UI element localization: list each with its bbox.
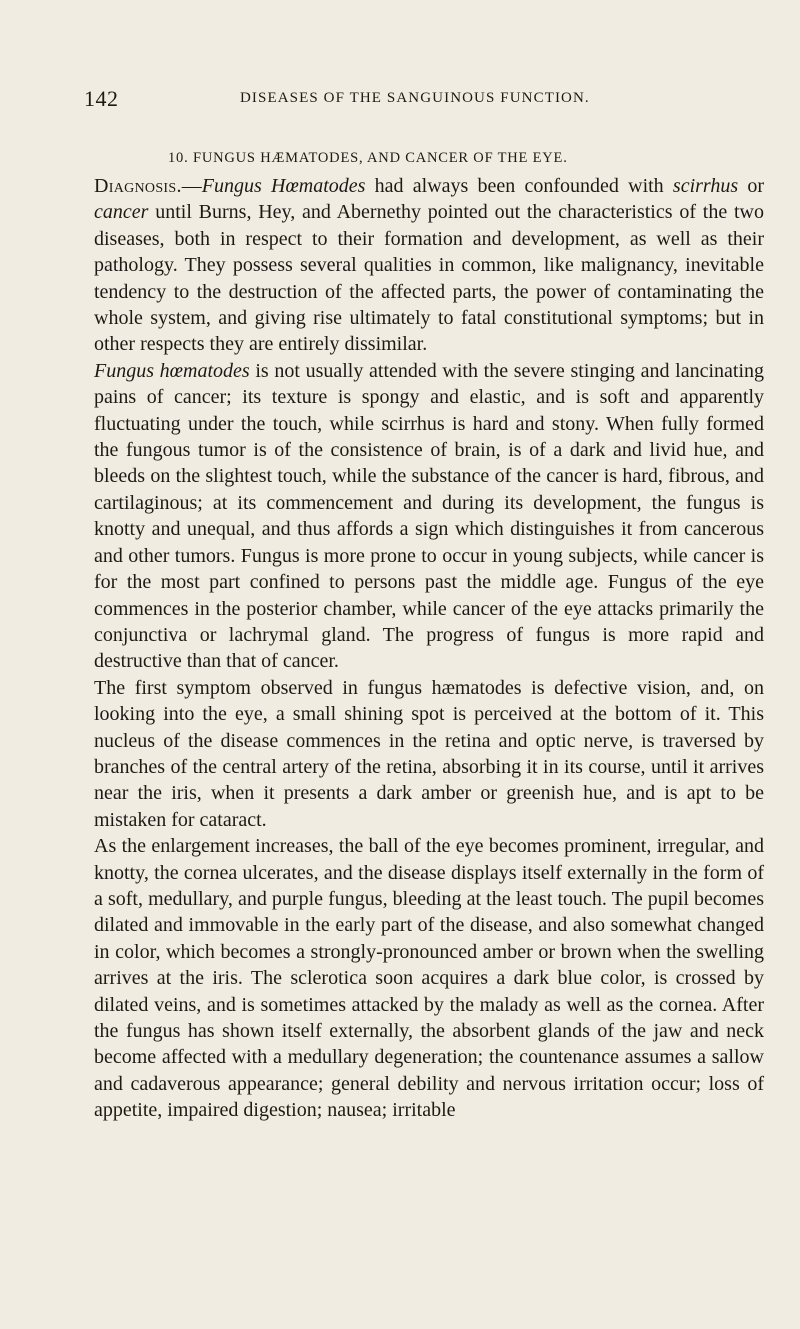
italic-term: cancer: [94, 201, 149, 224]
paragraph-text: The first symptom observed in fungus hæmatodes is defective vision, and, on looking into the eye, a small shining spot is perceived at the bottom of it. This nucleus of the disease commences in the retina and optic nerve, is traversed by branches of the central artery of the retina, absorbing it in its course, until it arrives near the iris, when it presents a dark amber or greenish hue, and is apt to be mistaken for cataract.: [94, 676, 764, 831]
diagnosis-label: Diagnosis.: [94, 175, 182, 197]
italic-term: scirrhus: [672, 175, 739, 197]
paragraph-text: had always been confounded with: [365, 175, 673, 197]
running-title: DISEASES OF THE SANGUINOUS FUNCTION.: [240, 90, 590, 106]
paragraph-diagnosis: [94, 173, 764, 358]
paragraph-text: until Burns, Hey, and Abernethy pointed out the characteristics of the two diseases, both in respect to their formation and development, as well as their pathology. They possess several qualities in common, like malignancy, inevitable tendency to the destruction of the affected parts, the power of contaminating the whole system, and giving rise ultimately to fatal constitutional symptoms; but in other respects they are entirely dissimilar.: [94, 201, 764, 356]
paragraph-text: is not usually attended with the severe stinging and lancinating pains of cancer; its texture is spongy and elastic, and is soft and apparently fluctuating under the touch, while scirrhus is hard and stony. When fully formed the fungous tumor is of the consistence of brain, is of a dark and livid hue, and bleeds on the slightest touch, while the substance of the cancer is hard, fibrous, and cartilaginous; at its commencement and during its development, the fungus is knotty and unequal, and thus affords a sign which distinguishes it from cancerous and other tumors. Fungus is more prone to occur in young subjects, while cancer is for the most part confined to persons past the middle age. Fungus of the eye commences in the posterior chamber, while cancer of the eye attacks primarily the conjunctiva or lachrymal gland. The progress of fungus is more rapid and destructive than that of cancer.: [94, 359, 764, 673]
paragraph-text: or: [738, 175, 765, 197]
page-number: 142: [84, 86, 119, 111]
paragraph-fungus-characteristics: [94, 358, 764, 675]
paragraph-first-symptom: [94, 675, 764, 833]
paragraph-enlargement: [94, 833, 764, 1123]
body-text: [94, 173, 764, 1124]
running-head: [84, 86, 724, 110]
em-dash: —: [181, 175, 202, 197]
paragraph-text: As the enlargement increases, the ball of the eye becomes prominent, irregular, and knotty, the cornea ulcerates, and the disease displays itself externally in the form of a soft, medullary, and purple fungus, bleeding at the least touch. The pupil becomes dilated and immovable in the early part of the disease, and also somewhat changed in color, which becomes a strongly-pronounced amber or brown when the swelling arrives at the iris. The sclerotica soon acquires a dark blue color, is crossed by dilated veins, and is sometimes attacked by the malady as well as the cornea. After the fungus has shown itself externally, the absorbent glands of the jaw and neck become affected with a medullary degeneration; the countenance assumes a sallow and cadaverous appearance; general debility and nervous irritation occur; loss of appetite, impaired digestion; nausea; irritable: [94, 835, 764, 1122]
section-heading: 10. FUNGUS HÆMATODES, AND CANCER OF THE EYE.: [168, 150, 568, 166]
italic-term: Fungus Hœmatodes: [201, 175, 366, 197]
italic-term: Fungus hœmatodes: [94, 359, 250, 382]
